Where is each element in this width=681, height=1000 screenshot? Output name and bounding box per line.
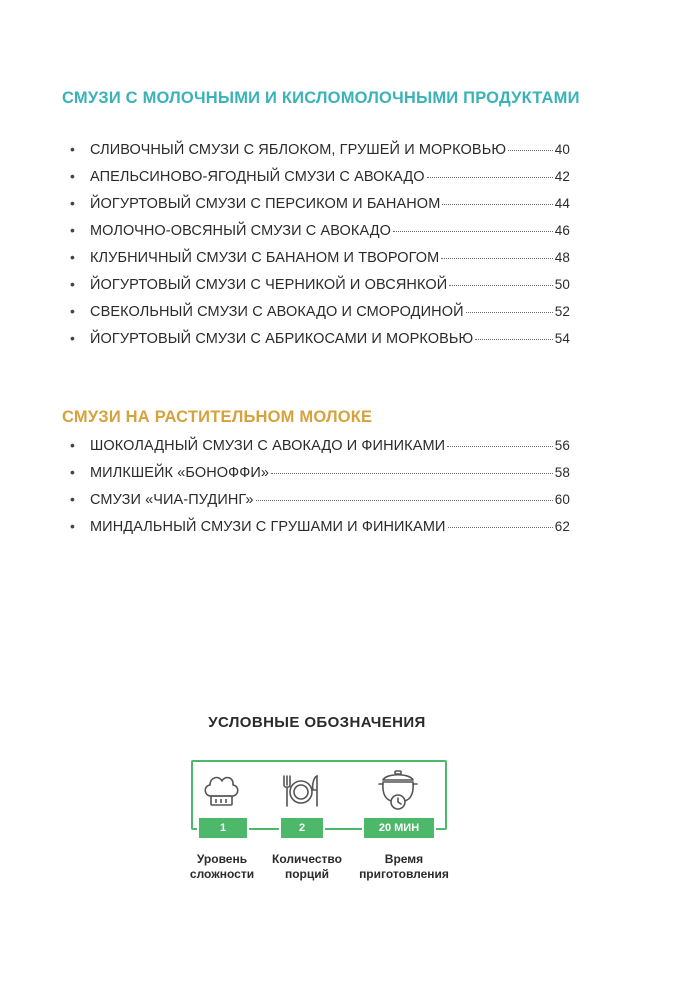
plate-cutlery-icon — [279, 768, 323, 812]
toc-item-title: СЛИВОЧНЫЙ СМУЗИ С ЯБЛОКОМ, ГРУШЕЙ И МОРКОВЬЮ — [90, 142, 507, 158]
toc-item[interactable] — [70, 514, 570, 539]
toc-item[interactable] — [70, 137, 570, 162]
toc-list-dairy — [70, 137, 570, 353]
bullet-icon: • — [70, 518, 76, 534]
toc-item-title: МИЛКШЕЙК «БОНОФФИ» — [90, 465, 270, 481]
toc-item-title: ШОКОЛАДНЫЙ СМУЗИ С АВОКАДО И ФИНИКАМИ — [90, 438, 446, 454]
dot-leader — [271, 472, 553, 474]
bullet-icon: • — [70, 491, 76, 507]
toc-list-plant-milk — [70, 433, 570, 541]
toc-item-title: ЙОГУРТОВЫЙ СМУЗИ С АБРИКОСАМИ И МОРКОВЬЮ — [90, 331, 474, 347]
toc-item-title: МИНДАЛЬНЫЙ СМУЗИ С ГРУШАМИ И ФИНИКАМИ — [90, 519, 446, 535]
toc-item[interactable] — [70, 487, 570, 512]
time-label: Время приготовления — [359, 852, 449, 881]
bullet-icon: • — [70, 141, 76, 157]
toc-item[interactable] — [70, 164, 570, 189]
difficulty-badge: 1 — [197, 816, 249, 840]
dot-leader — [475, 338, 552, 340]
toc-item[interactable] — [70, 272, 570, 297]
dot-leader — [449, 284, 553, 286]
section-title-plant-milk: СМУЗИ НА РАСТИТЕЛЬНОМ МОЛОКЕ — [62, 408, 373, 426]
bullet-icon: • — [70, 168, 76, 184]
bullet-icon: • — [70, 249, 76, 265]
pot-clock-icon — [376, 768, 420, 812]
toc-item-title: СВЕКОЛЬНЫЙ СМУЗИ С АВОКАДО И СМОРОДИНОЙ — [90, 304, 464, 320]
dot-leader — [447, 445, 553, 447]
toc-item-page: 50 — [554, 277, 570, 292]
toc-item-page: 54 — [554, 331, 570, 346]
legend-title: УСЛОВНЫЕ ОБОЗНАЧЕНИЯ — [208, 714, 426, 731]
bullet-icon: • — [70, 330, 76, 346]
toc-item-title: ЙОГУРТОВЫЙ СМУЗИ С ЧЕРНИКОЙ И ОВСЯНКОЙ — [90, 277, 448, 293]
bullet-icon: • — [70, 437, 76, 453]
toc-item[interactable] — [70, 326, 570, 351]
chef-hat-icon — [199, 768, 243, 812]
time-badge: 20 МИН — [362, 816, 436, 840]
bullet-icon: • — [70, 195, 76, 211]
dot-leader — [448, 526, 553, 528]
dot-leader — [442, 203, 552, 205]
toc-item-page: 48 — [554, 250, 570, 265]
dot-leader — [427, 176, 553, 178]
toc-item[interactable] — [70, 218, 570, 243]
toc-item-page: 52 — [554, 304, 570, 319]
toc-item-page: 58 — [554, 465, 570, 480]
toc-item-title: СМУЗИ «ЧИА-ПУДИНГ» — [90, 492, 254, 508]
toc-item-page: 60 — [554, 492, 570, 507]
toc-item-page: 56 — [554, 438, 570, 453]
toc-item-page: 44 — [554, 196, 570, 211]
dot-leader — [441, 257, 552, 259]
dot-leader — [393, 230, 553, 232]
toc-item-title: ЙОГУРТОВЫЙ СМУЗИ С ПЕРСИКОМ И БАНАНОМ — [90, 196, 441, 212]
toc-item[interactable] — [70, 433, 570, 458]
toc-item-page: 46 — [554, 223, 570, 238]
toc-item-page: 62 — [554, 519, 570, 534]
dot-leader — [256, 499, 553, 501]
toc-item-title: МОЛОЧНО-ОВСЯНЫЙ СМУЗИ С АВОКАДО — [90, 223, 392, 239]
toc-item[interactable] — [70, 245, 570, 270]
toc-item[interactable] — [70, 460, 570, 485]
section-title-dairy: СМУЗИ С МОЛОЧНЫМИ И КИСЛОМОЛОЧНЫМИ ПРОДУКТАМИ — [62, 89, 580, 107]
bullet-icon: • — [70, 464, 76, 480]
dot-leader — [466, 311, 553, 313]
toc-item-page: 40 — [554, 142, 570, 157]
toc-item-title: АПЕЛЬСИНОВО-ЯГОДНЫЙ СМУЗИ С АВОКАДО — [90, 169, 425, 185]
toc-item-title: КЛУБНИЧНЫЙ СМУЗИ С БАНАНОМ И ТВОРОГОМ — [90, 250, 440, 266]
bullet-icon: • — [70, 303, 76, 319]
difficulty-label: Уровень сложности — [189, 852, 255, 881]
toc-item[interactable] — [70, 299, 570, 324]
dot-leader — [508, 149, 553, 151]
bullet-icon: • — [70, 222, 76, 238]
bullet-icon: • — [70, 276, 76, 292]
servings-badge: 2 — [279, 816, 325, 840]
servings-label: Количество порций — [272, 852, 342, 881]
toc-item[interactable] — [70, 191, 570, 216]
toc-item-page: 42 — [554, 169, 570, 184]
